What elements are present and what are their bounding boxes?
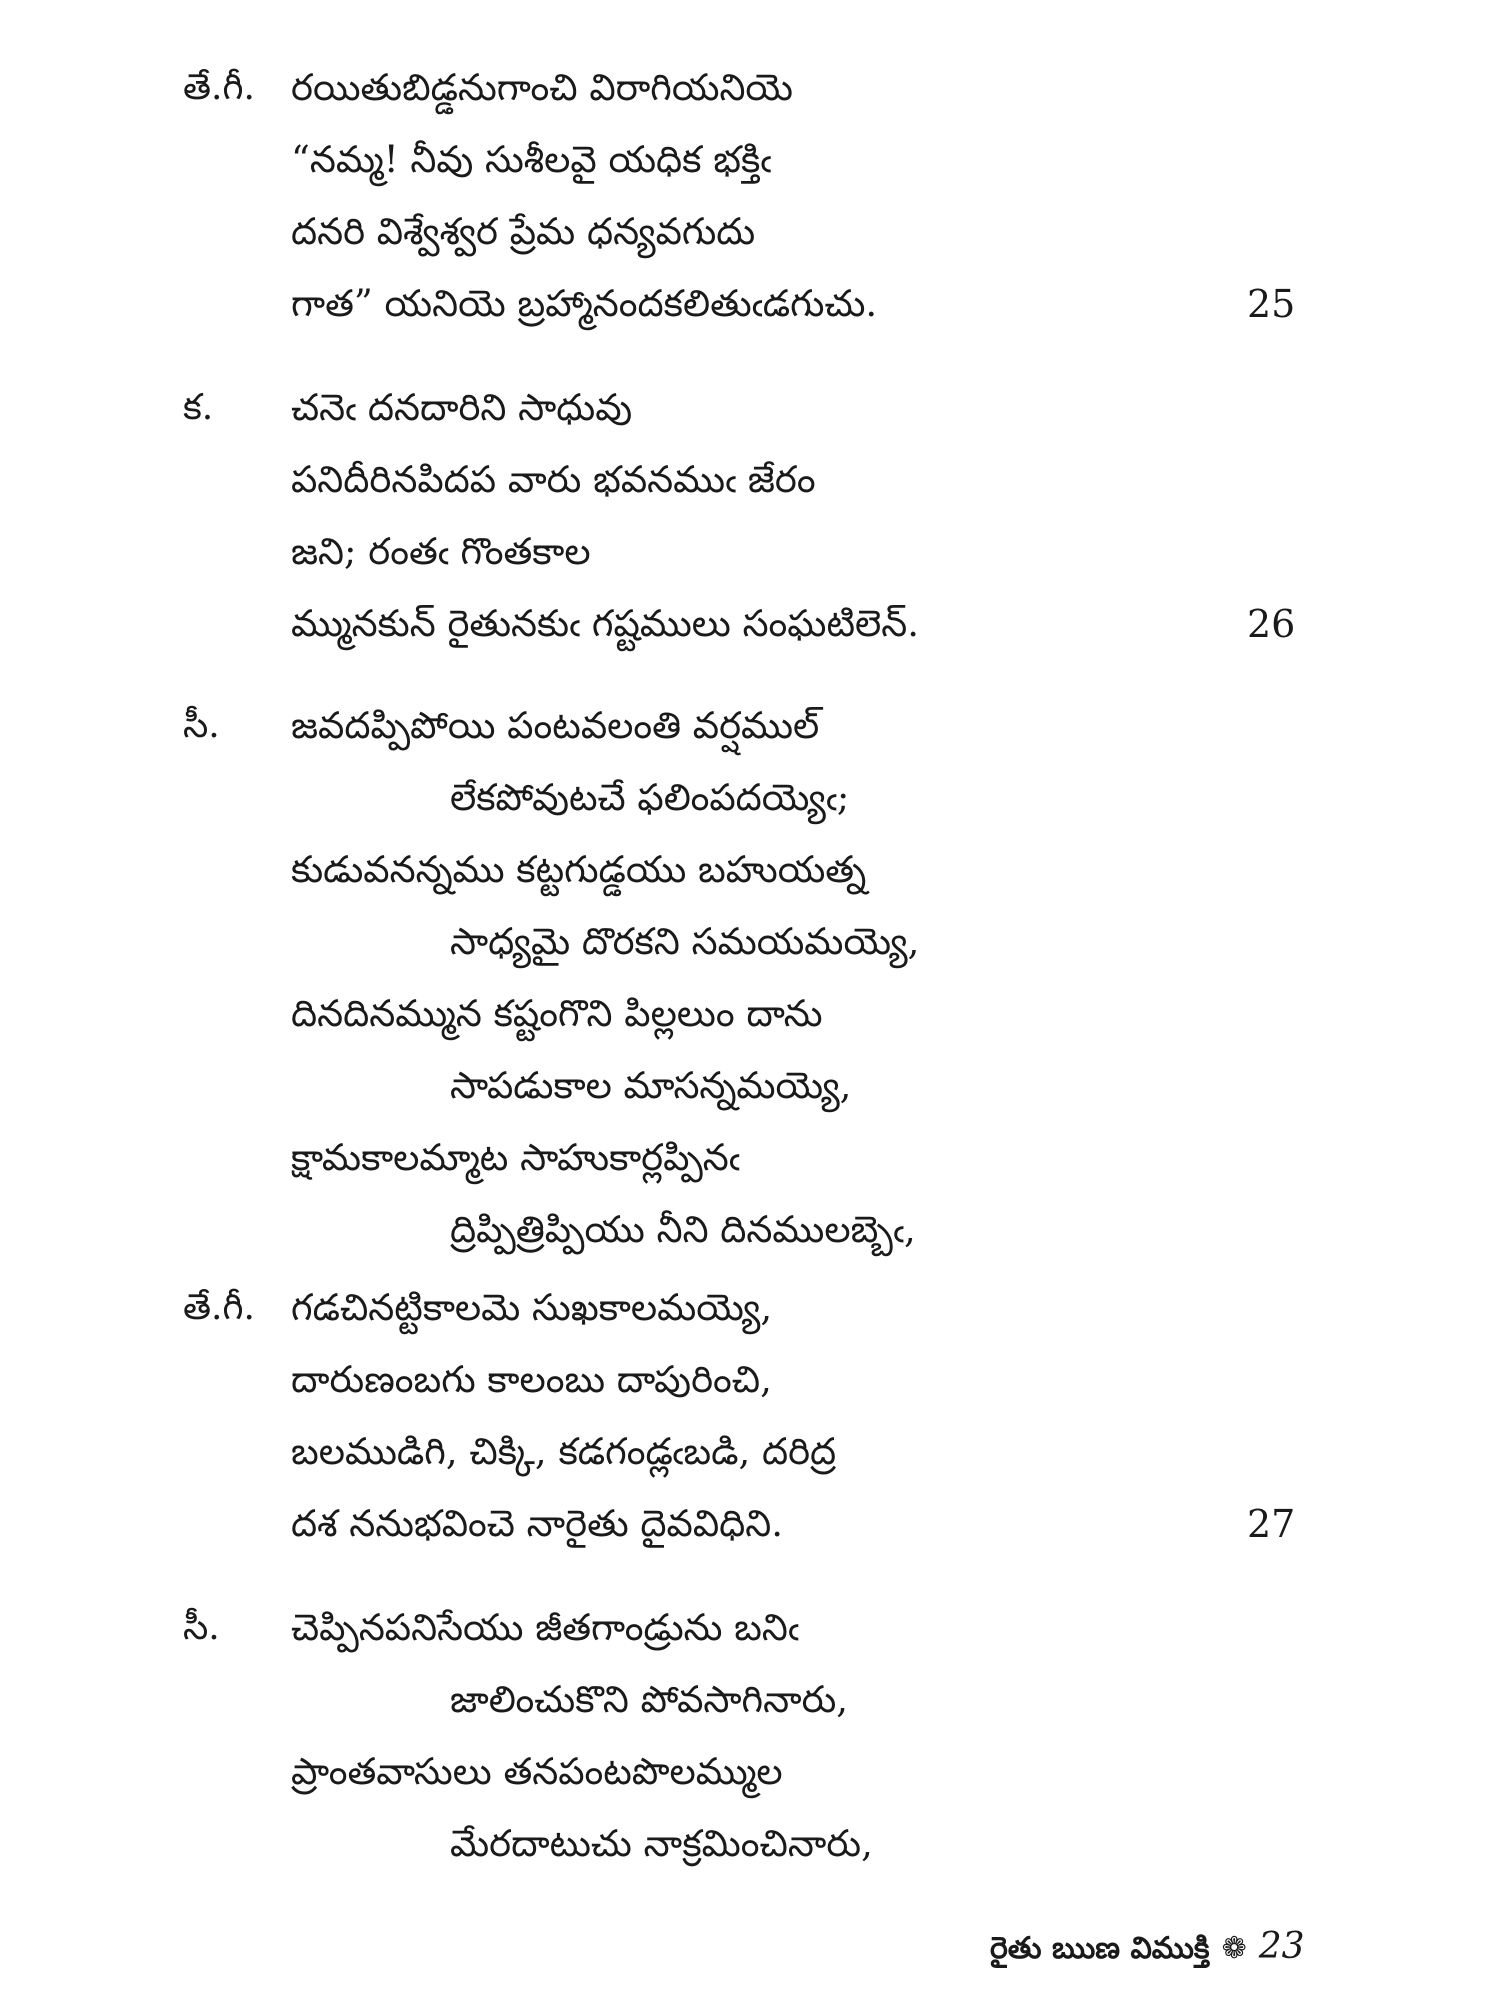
- verse-line: చెప్పినపనిసేయు జీతగాండ్రును బనిఁ: [291, 1606, 799, 1649]
- verse-line: బలముడిగి, చిక్కి, కడగండ్లఁబడి, దరిద్ర: [291, 1430, 837, 1473]
- verse-line: మ్మునకున్ రైతునకుఁ గష్టములు సంఘటిలెన్.: [291, 602, 919, 645]
- page-footer: [990, 1925, 1305, 1971]
- verse-line: గడచినట్టికాలమె సుఖకాలమయ్యె,: [291, 1286, 773, 1329]
- flower-ornament-icon: ❁: [1221, 1931, 1247, 1966]
- verse-meter: తే.గీ.: [183, 67, 255, 108]
- verse-line: మేరదాటుచు నాక్రమించినారు,: [450, 1822, 873, 1865]
- verse-line: సాపడుకాల మాసన్నమయ్యె,: [450, 1064, 852, 1107]
- verse-line: ప్రాంతవాసులు తనపంటపొలమ్ముల: [291, 1750, 783, 1793]
- verse-line: దినదినమ్మున కష్టంగొని పిల్లలుం దాను: [291, 992, 823, 1035]
- verse-line: “నమ్మ! నీవు సుశీలవై యధిక భక్తిఁ: [291, 138, 772, 181]
- book-title: రైతు ఋణ విముక్తి: [990, 1931, 1210, 1966]
- verse-meter: క.: [183, 387, 214, 428]
- verse-line: కుడువనన్నము కట్టగుడ్డయు బహుయత్న: [291, 848, 867, 891]
- verse-line: పనిదీరినపిదప వారు భవనముఁ జేరం: [291, 458, 816, 501]
- verse-meter: సీ.: [183, 1607, 220, 1648]
- verse-line: గాత” యనియె బ్రహ్మానందకలితుఁడగుచు.: [291, 282, 878, 325]
- verse-line: జని; రంతఁ గొంతకాల: [291, 530, 591, 573]
- verse-meter: తే.గీ.: [183, 1287, 255, 1328]
- verse-meter: సీ.: [183, 705, 220, 746]
- verse-number: 25: [1247, 282, 1296, 326]
- verse-line: రయితుబిడ్డనుగాంచి విరాగియనియె: [291, 66, 794, 109]
- verse-line: సాధ్యమై దొరకని సమయమయ్యె,: [450, 920, 920, 963]
- verse-line: ద్రిప్పిత్రిప్పియు నీని దినములబ్బెఁ,: [450, 1208, 916, 1251]
- verse-line: జవదప్పిపోయి పంటవలంతి వర్షముల్: [291, 704, 820, 747]
- verse-line: లేకపోవుటచే ఫలింపదయ్యెఁ;: [450, 776, 850, 819]
- verse-number: 27: [1247, 1502, 1296, 1546]
- verse-line: దనరి విశ్వేశ్వర ప్రేమ ధన్యవగుదు: [291, 210, 756, 253]
- verse-line: దారుణంబగు కాలంబు దాపురించి,: [291, 1358, 772, 1401]
- verse-line: దశ ననుభవించె నారైతు దైవవిధిని.: [291, 1502, 784, 1545]
- page-number: 23: [1258, 1926, 1305, 1967]
- verse-number: 26: [1247, 602, 1296, 646]
- verse-line: జాలించుకొని పోవసాగినారు,: [450, 1678, 849, 1721]
- verse-line: క్షామకాలమ్మాట సాహుకార్లప్పినఁ: [291, 1136, 740, 1179]
- verse-line: చనెఁ దనదారిని సాధువు: [291, 386, 633, 429]
